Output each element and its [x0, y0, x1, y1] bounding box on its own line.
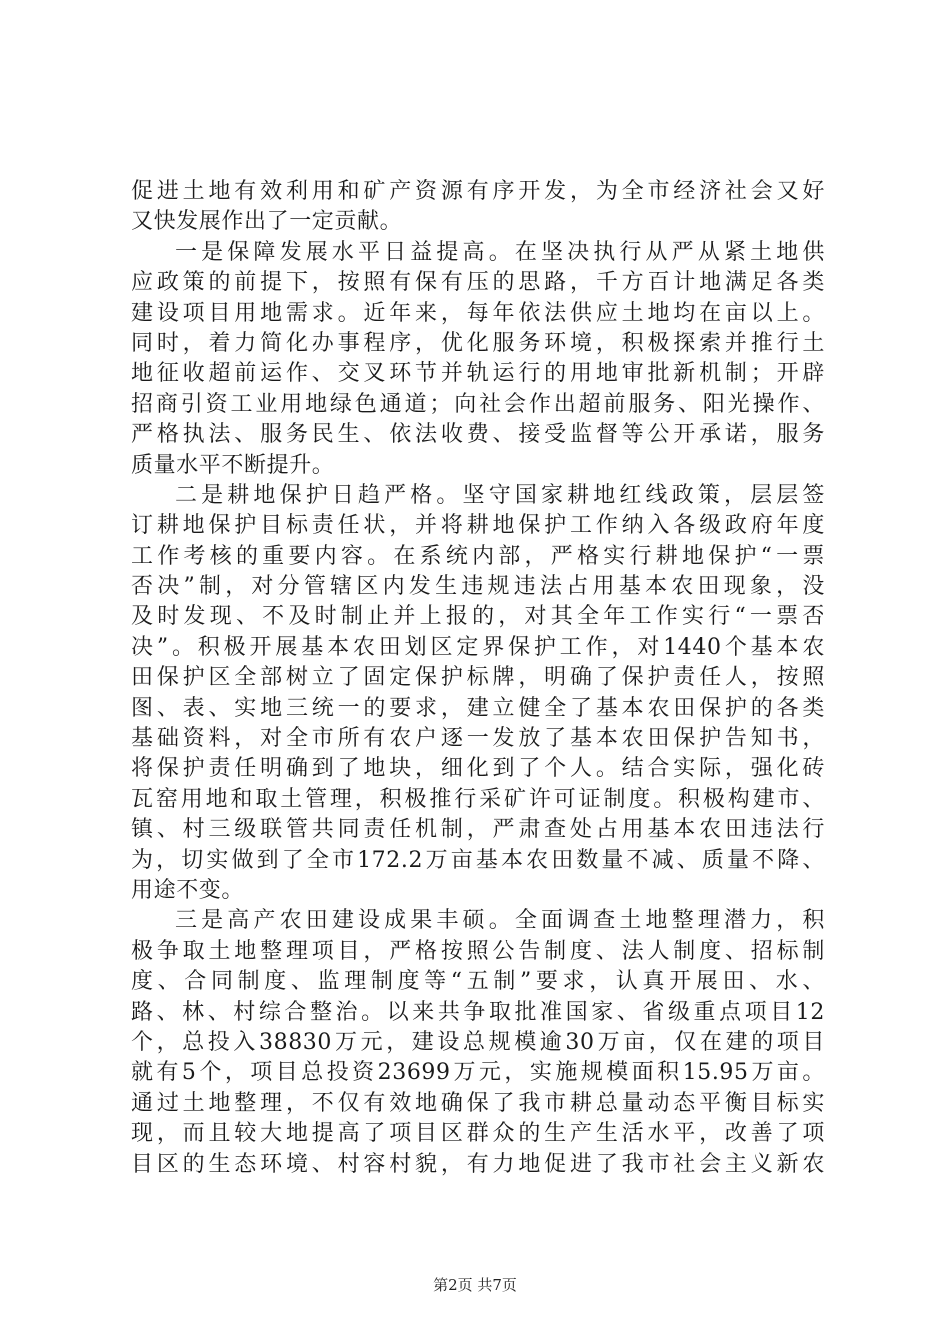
- text-line: 路、林、村综合整治。以来共争取批准国家、省级重点项目12: [131, 999, 825, 1025]
- text-line: 镇、村三级联管共同责任机制，严肃查处占用基本农田违法行: [131, 817, 825, 843]
- text-line: 建设项目用地需求。近年来，每年依法供应土地均在亩以上。: [131, 300, 825, 326]
- text-line: 及时发现、不及时制止并上报的，对其全年工作实行“一票否: [131, 604, 825, 630]
- text-line: 同时，着力简化办事程序，优化服务环境，积极探索并推行土: [131, 330, 825, 356]
- text-line: 工作考核的重要内容。在系统内部，严格实行耕地保护“一票: [131, 543, 825, 569]
- text-line: 三是高产农田建设成果丰硕。全面调查土地整理潜力，积: [175, 908, 825, 934]
- text-line: 通过土地整理，不仅有效地确保了我市耕总量动态平衡目标实: [131, 1090, 825, 1116]
- text-line: 图、表、实地三统一的要求，建立健全了基本农田保护的各类: [131, 695, 825, 721]
- text-line: 现，而且较大地提高了项目区群众的生产生活水平，改善了项: [131, 1121, 825, 1147]
- text-line: 田保护区全部树立了固定保护标牌，明确了保护责任人，按照: [131, 665, 825, 691]
- text-line: 将保护责任明确到了地块，细化到了个人。结合实际，强化砖: [131, 756, 825, 782]
- text-line: 极争取土地整理项目，严格按照公告制度、法人制度、招标制: [131, 938, 825, 964]
- text-line: 严格执法、服务民生、依法收费、接受监督等公开承诺，服务: [131, 422, 825, 448]
- text-line: 又快发展作出了一定贡献。: [131, 209, 403, 235]
- text-line: 二是耕地保护日趋严格。坚守国家耕地红线政策，层层签: [175, 482, 825, 508]
- text-line: 订耕地保护目标责任状，并将耕地保护工作纳入各级政府年度: [131, 513, 825, 539]
- text-line: 个，总投入38830万元，建设总规模逾30万亩，仅在建的项目: [131, 1029, 825, 1055]
- document-body: [131, 177, 825, 1180]
- text-line: 瓦窑用地和取土管理，积极推行采矿许可证制度。积极构建市、: [131, 786, 825, 812]
- text-line: 地征收超前运作、交叉环节并轨运行的用地审批新机制；开辟: [131, 361, 825, 387]
- text-line: 决”。积极开展基本农田划区定界保护工作，对1440个基本农: [131, 634, 825, 660]
- text-line: 为，切实做到了全市172.2万亩基本农田数量不减、质量不降、: [131, 847, 825, 873]
- text-line: 招商引资工业用地绿色通道；向社会作出超前服务、阳光操作、: [131, 391, 825, 417]
- text-line: 目区的生态环境、村容村貌，有力地促进了我市社会主义新农: [131, 1151, 825, 1177]
- text-line: 质量水平不断提升。: [131, 452, 335, 478]
- text-line: 否决”制，对分管辖区内发生违规违法占用基本农田现象，没: [131, 574, 825, 600]
- text-line: 度、合同制度、监理制度等“五制”要求，认真开展田、水、: [131, 969, 825, 995]
- text-line: 应政策的前提下，按照有保有压的思路，千方百计地满足各类: [131, 270, 825, 296]
- text-line: 用途不变。: [131, 877, 245, 903]
- text-line: 基础资料，对全市所有农户逐一发放了基本农田保护告知书，: [131, 726, 825, 752]
- page-footer: 第2页 共7页: [433, 1276, 517, 1294]
- text-line: 一是保障发展水平日益提高。在坚决执行从严从紧土地供: [175, 239, 825, 265]
- text-line: 促进土地有效利用和矿产资源有序开发，为全市经济社会又好: [131, 179, 825, 204]
- text-line: 就有5个，项目总投资23699万元，实施规模面积15.95万亩。: [131, 1060, 825, 1086]
